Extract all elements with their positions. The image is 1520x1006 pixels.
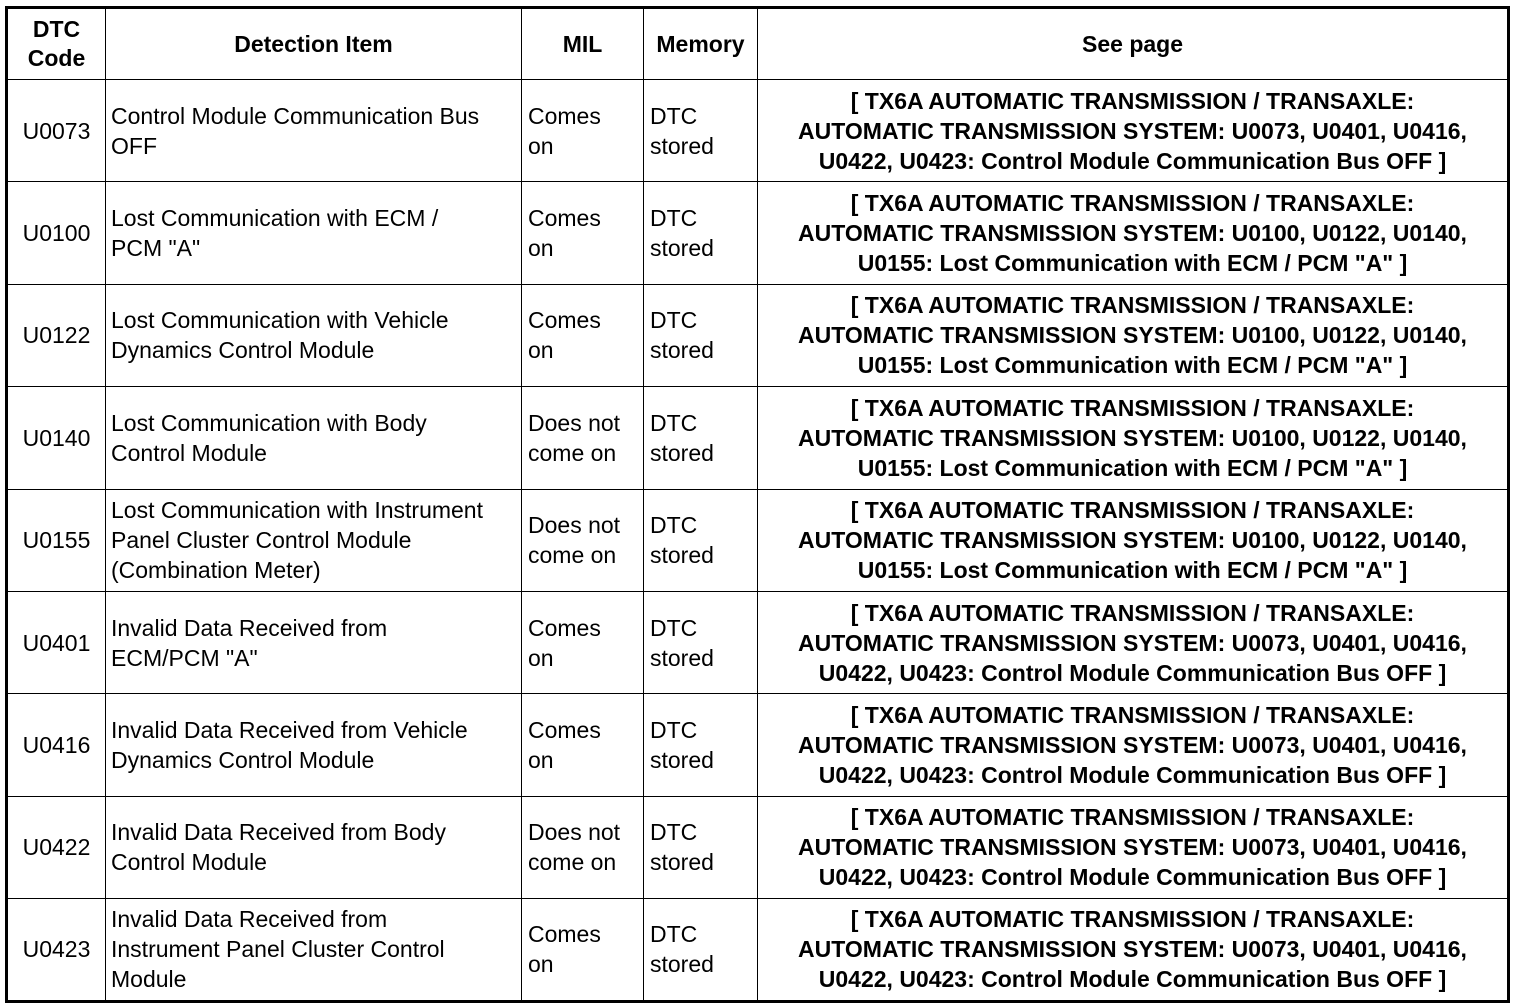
detection-item-line: Module xyxy=(111,966,187,993)
detection-item-cell xyxy=(106,387,522,489)
table-header-row xyxy=(7,8,1509,80)
mil-cell xyxy=(522,796,644,898)
memory-line: DTC xyxy=(650,409,698,436)
see-page-line: U0155: Lost Communication with ECM / PCM "A" ] xyxy=(857,454,1408,481)
see-page-line: AUTOMATIC TRANSMISSION SYSTEM: U0100, U0122, U0140, xyxy=(798,322,1467,349)
see-page-line: AUTOMATIC TRANSMISSION SYSTEM: U0073, U0401, U0416, xyxy=(798,732,1467,759)
see-page-line: U0155: Lost Communication with ECM / PCM "A" ] xyxy=(857,557,1408,584)
mil-line: Comes xyxy=(528,717,601,744)
memory-line: stored xyxy=(650,337,714,364)
mil-cell xyxy=(522,591,644,693)
memory-line: DTC xyxy=(650,307,698,334)
detection-item-line: Lost Communication with Body xyxy=(111,409,427,436)
see-page-line: U0422, U0423: Control Module Communication Bus OFF ] xyxy=(818,864,1447,891)
see-page-line: AUTOMATIC TRANSMISSION SYSTEM: U0100, U0122, U0140, xyxy=(798,527,1467,554)
mil-cell xyxy=(522,182,644,284)
detection-item-line: Control Module Communication Bus xyxy=(111,102,480,129)
memory-cell xyxy=(644,284,758,386)
memory-cell xyxy=(644,796,758,898)
detection-item-line: Invalid Data Received from xyxy=(111,614,388,641)
dtc-table xyxy=(5,6,1510,1003)
memory-line: DTC xyxy=(650,614,698,641)
header-memory: Memory xyxy=(644,8,758,80)
dtc-code-cell: U0401 xyxy=(7,591,106,693)
detection-item-cell xyxy=(106,182,522,284)
mil-cell xyxy=(522,284,644,386)
dtc-code-cell: U0100 xyxy=(7,182,106,284)
memory-cell xyxy=(644,182,758,284)
table-row xyxy=(7,80,1509,182)
see-page-line: [ TX6A AUTOMATIC TRANSMISSION / TRANSAXLE: xyxy=(850,702,1415,729)
see-page-cell xyxy=(758,796,1509,898)
detection-item-line: Invalid Data Received from Body xyxy=(111,819,446,846)
mil-line: Comes xyxy=(528,102,601,129)
mil-line: on xyxy=(528,747,554,774)
memory-cell xyxy=(644,591,758,693)
table-row xyxy=(7,284,1509,386)
header-mil: MIL xyxy=(522,8,644,80)
table-row xyxy=(7,489,1509,591)
see-page-line: U0155: Lost Communication with ECM / PCM "A" ] xyxy=(857,250,1408,277)
mil-line: come on xyxy=(528,439,617,466)
detection-item-line: Control Module xyxy=(111,849,267,876)
mil-line: on xyxy=(528,644,554,671)
see-page-cell xyxy=(758,387,1509,489)
see-page-cell xyxy=(758,182,1509,284)
dtc-code-cell: U0155 xyxy=(7,489,106,591)
detection-item-line: Control Module xyxy=(111,439,267,466)
header-dtc-code-line2: Code xyxy=(27,45,86,71)
mil-line: Does not xyxy=(528,512,621,539)
see-page-line: AUTOMATIC TRANSMISSION SYSTEM: U0100, U0122, U0140, xyxy=(798,220,1467,247)
see-page-line: [ TX6A AUTOMATIC TRANSMISSION / TRANSAXLE: xyxy=(850,599,1415,626)
memory-line: stored xyxy=(650,644,714,671)
see-page-line: U0422, U0423: Control Module Communication Bus OFF ] xyxy=(818,147,1447,174)
see-page-line: [ TX6A AUTOMATIC TRANSMISSION / TRANSAXLE: xyxy=(850,497,1415,524)
see-page-cell xyxy=(758,899,1509,1001)
detection-item-cell xyxy=(106,489,522,591)
mil-cell xyxy=(522,489,644,591)
detection-item-cell xyxy=(106,284,522,386)
mil-line: on xyxy=(528,132,554,159)
mil-line: come on xyxy=(528,542,617,569)
memory-line: DTC xyxy=(650,921,698,948)
see-page-cell xyxy=(758,80,1509,182)
detection-item-line: Dynamics Control Module xyxy=(111,337,375,364)
memory-line: stored xyxy=(650,849,714,876)
detection-item-cell xyxy=(106,591,522,693)
memory-cell xyxy=(644,80,758,182)
header-dtc-code-line1: DTC xyxy=(32,16,81,42)
memory-cell xyxy=(644,694,758,796)
mil-line: on xyxy=(528,235,554,262)
dtc-code-cell: U0073 xyxy=(7,80,106,182)
detection-item-line: PCM "A" xyxy=(111,235,201,262)
see-page-cell xyxy=(758,284,1509,386)
memory-line: stored xyxy=(650,235,714,262)
dtc-code-cell: U0423 xyxy=(7,899,106,1001)
mil-line: come on xyxy=(528,849,617,876)
mil-line: Comes xyxy=(528,614,601,641)
dtc-code-cell: U0122 xyxy=(7,284,106,386)
detection-item-line: Dynamics Control Module xyxy=(111,747,375,774)
detection-item-line: Lost Communication with Vehicle xyxy=(111,307,449,334)
see-page-line: U0155: Lost Communication with ECM / PCM "A" ] xyxy=(857,352,1408,379)
see-page-line: [ TX6A AUTOMATIC TRANSMISSION / TRANSAXLE: xyxy=(850,906,1415,933)
see-page-line: U0422, U0423: Control Module Communication Bus OFF ] xyxy=(818,659,1447,686)
see-page-line: U0422, U0423: Control Module Communication Bus OFF ] xyxy=(818,762,1447,789)
memory-line: stored xyxy=(650,439,714,466)
mil-cell xyxy=(522,899,644,1001)
detection-item-line: Invalid Data Received from Vehicle xyxy=(111,717,468,744)
detection-item-cell xyxy=(106,694,522,796)
mil-line: Comes xyxy=(528,205,601,232)
mil-line: Comes xyxy=(528,307,601,334)
mil-line: Comes xyxy=(528,921,601,948)
detection-item-line: Instrument Panel Cluster Control xyxy=(111,936,445,963)
see-page-line: [ TX6A AUTOMATIC TRANSMISSION / TRANSAXLE: xyxy=(850,87,1415,114)
see-page-cell xyxy=(758,591,1509,693)
dtc-code-cell: U0140 xyxy=(7,387,106,489)
detection-item-cell xyxy=(106,899,522,1001)
see-page-line: AUTOMATIC TRANSMISSION SYSTEM: U0073, U0401, U0416, xyxy=(798,117,1467,144)
detection-item-line: ECM/PCM "A" xyxy=(111,644,258,671)
detection-item-line: Panel Cluster Control Module xyxy=(111,527,412,554)
memory-cell xyxy=(644,387,758,489)
memory-line: stored xyxy=(650,951,714,978)
dtc-code-cell: U0422 xyxy=(7,796,106,898)
table-row xyxy=(7,694,1509,796)
memory-line: stored xyxy=(650,132,714,159)
memory-line: DTC xyxy=(650,205,698,232)
mil-line: on xyxy=(528,337,554,364)
see-page-cell xyxy=(758,489,1509,591)
mil-line: on xyxy=(528,951,554,978)
detection-item-cell xyxy=(106,80,522,182)
dtc-code-cell: U0416 xyxy=(7,694,106,796)
see-page-line: [ TX6A AUTOMATIC TRANSMISSION / TRANSAXLE: xyxy=(850,190,1415,217)
header-see-page: See page xyxy=(758,8,1509,80)
see-page-line: AUTOMATIC TRANSMISSION SYSTEM: U0073, U0401, U0416, xyxy=(798,629,1467,656)
mil-cell xyxy=(522,694,644,796)
detection-item-line: Invalid Data Received from xyxy=(111,906,388,933)
mil-line: Does not xyxy=(528,819,621,846)
detection-item-line: (Combination Meter) xyxy=(111,557,321,584)
mil-cell xyxy=(522,80,644,182)
see-page-line: [ TX6A AUTOMATIC TRANSMISSION / TRANSAXLE: xyxy=(850,394,1415,421)
mil-cell xyxy=(522,387,644,489)
see-page-line: AUTOMATIC TRANSMISSION SYSTEM: U0100, U0122, U0140, xyxy=(798,424,1467,451)
see-page-line: U0422, U0423: Control Module Communication Bus OFF ] xyxy=(818,966,1447,993)
header-detection-item: Detection Item xyxy=(106,8,522,80)
mil-line: Does not xyxy=(528,409,621,436)
memory-line: DTC xyxy=(650,819,698,846)
table-row xyxy=(7,387,1509,489)
detection-item-line: OFF xyxy=(111,132,157,159)
memory-line: DTC xyxy=(650,102,698,129)
table-row xyxy=(7,899,1509,1001)
detection-item-line: Lost Communication with ECM / xyxy=(111,205,439,232)
header-dtc-code xyxy=(7,8,106,80)
see-page-cell xyxy=(758,694,1509,796)
detection-item-cell xyxy=(106,796,522,898)
see-page-line: [ TX6A AUTOMATIC TRANSMISSION / TRANSAXLE: xyxy=(850,292,1415,319)
table-row xyxy=(7,796,1509,898)
see-page-line: AUTOMATIC TRANSMISSION SYSTEM: U0073, U0401, U0416, xyxy=(798,936,1467,963)
memory-line: DTC xyxy=(650,717,698,744)
dtc-table-body xyxy=(7,80,1509,1002)
table-row xyxy=(7,591,1509,693)
memory-line: stored xyxy=(650,542,714,569)
see-page-line: [ TX6A AUTOMATIC TRANSMISSION / TRANSAXLE: xyxy=(850,804,1415,831)
table-row xyxy=(7,182,1509,284)
memory-line: DTC xyxy=(650,512,698,539)
memory-line: stored xyxy=(650,747,714,774)
memory-cell xyxy=(644,899,758,1001)
see-page-line: AUTOMATIC TRANSMISSION SYSTEM: U0073, U0401, U0416, xyxy=(798,834,1467,861)
detection-item-line: Lost Communication with Instrument xyxy=(111,497,483,524)
memory-cell xyxy=(644,489,758,591)
